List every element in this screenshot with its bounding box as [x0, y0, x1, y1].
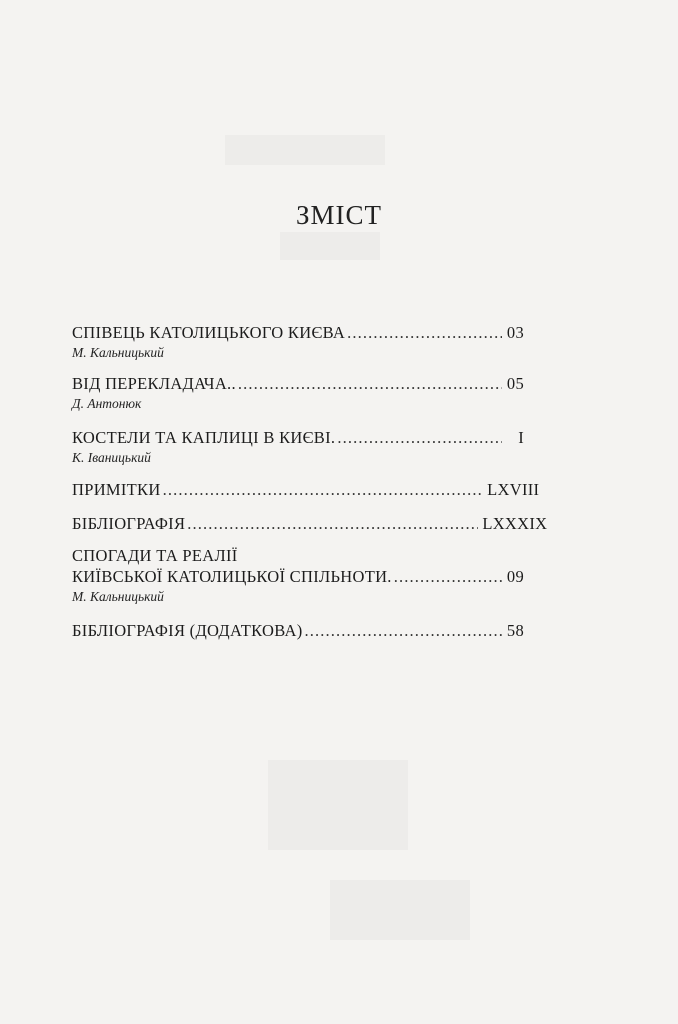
dot-leader — [187, 513, 478, 535]
dot-leader — [347, 322, 502, 344]
toc-page-number: I — [518, 428, 524, 447]
toc-entry-title-line1[interactable]: СПОГАДИ ТА РЕАЛІЇ — [72, 546, 238, 565]
toc-entry-author: М. Кальницький — [72, 345, 164, 360]
toc-line[interactable] — [72, 566, 524, 588]
toc-entry-title: БІБЛІОГРАФІЯ (ДОДАТКОВА) — [72, 621, 303, 640]
toc-page-number: 58 — [506, 621, 524, 640]
bleed-through-text — [280, 232, 380, 260]
bleed-through-text — [225, 135, 385, 165]
toc-line[interactable] — [72, 513, 548, 535]
bleed-through-text — [268, 760, 408, 850]
toc-page-number: LXXXIX — [482, 514, 548, 533]
toc-line[interactable] — [72, 427, 524, 449]
dot-leader — [238, 373, 502, 395]
toc-entry-author: Д. Антонюк — [72, 396, 142, 411]
toc-page-number: 09 — [506, 567, 524, 586]
toc-entry-title: СПІВЕЦЬ КАТОЛИЦЬКОГО КИЄВА — [72, 323, 346, 342]
toc-entry-title: ПРИМІТКИ — [72, 480, 161, 499]
toc-entry-author: М. Кальницький — [72, 589, 164, 604]
toc-entry — [72, 427, 524, 467]
toc-line[interactable] — [72, 322, 524, 344]
dot-leader — [163, 479, 484, 501]
toc-entry-title: КИЇВСЬКОЇ КАТОЛИЦЬКОЇ СПІЛЬНОТИ. — [72, 567, 392, 586]
toc-entry-title: ВІД ПЕРЕКЛАДАЧА.. — [72, 374, 236, 393]
toc-entry — [72, 513, 548, 535]
dot-leader — [305, 620, 502, 642]
toc-entry-title: БІБЛІОГРАФІЯ — [72, 514, 186, 533]
toc-line[interactable] — [72, 479, 540, 501]
toc-entry — [72, 373, 524, 413]
toc-page-number: 03 — [506, 323, 524, 342]
toc-page-number: 05 — [506, 374, 524, 393]
toc-page-number: LXVIII — [487, 480, 540, 499]
toc-entry — [72, 322, 524, 362]
bleed-through-text — [330, 880, 470, 940]
toc-entry — [72, 546, 524, 606]
toc-line[interactable] — [72, 373, 524, 395]
page-title: ЗМІСТ — [295, 200, 383, 230]
dot-leader — [337, 427, 502, 449]
toc-line[interactable] — [72, 620, 524, 642]
toc-entry — [72, 620, 524, 642]
toc-entry-title: КОСТЕЛИ ТА КАПЛИЦІ В КИЄВІ. — [72, 428, 336, 447]
toc-entry-author: К. Іваницький — [72, 450, 151, 465]
dot-leader — [394, 566, 502, 588]
toc-entry — [72, 479, 540, 501]
